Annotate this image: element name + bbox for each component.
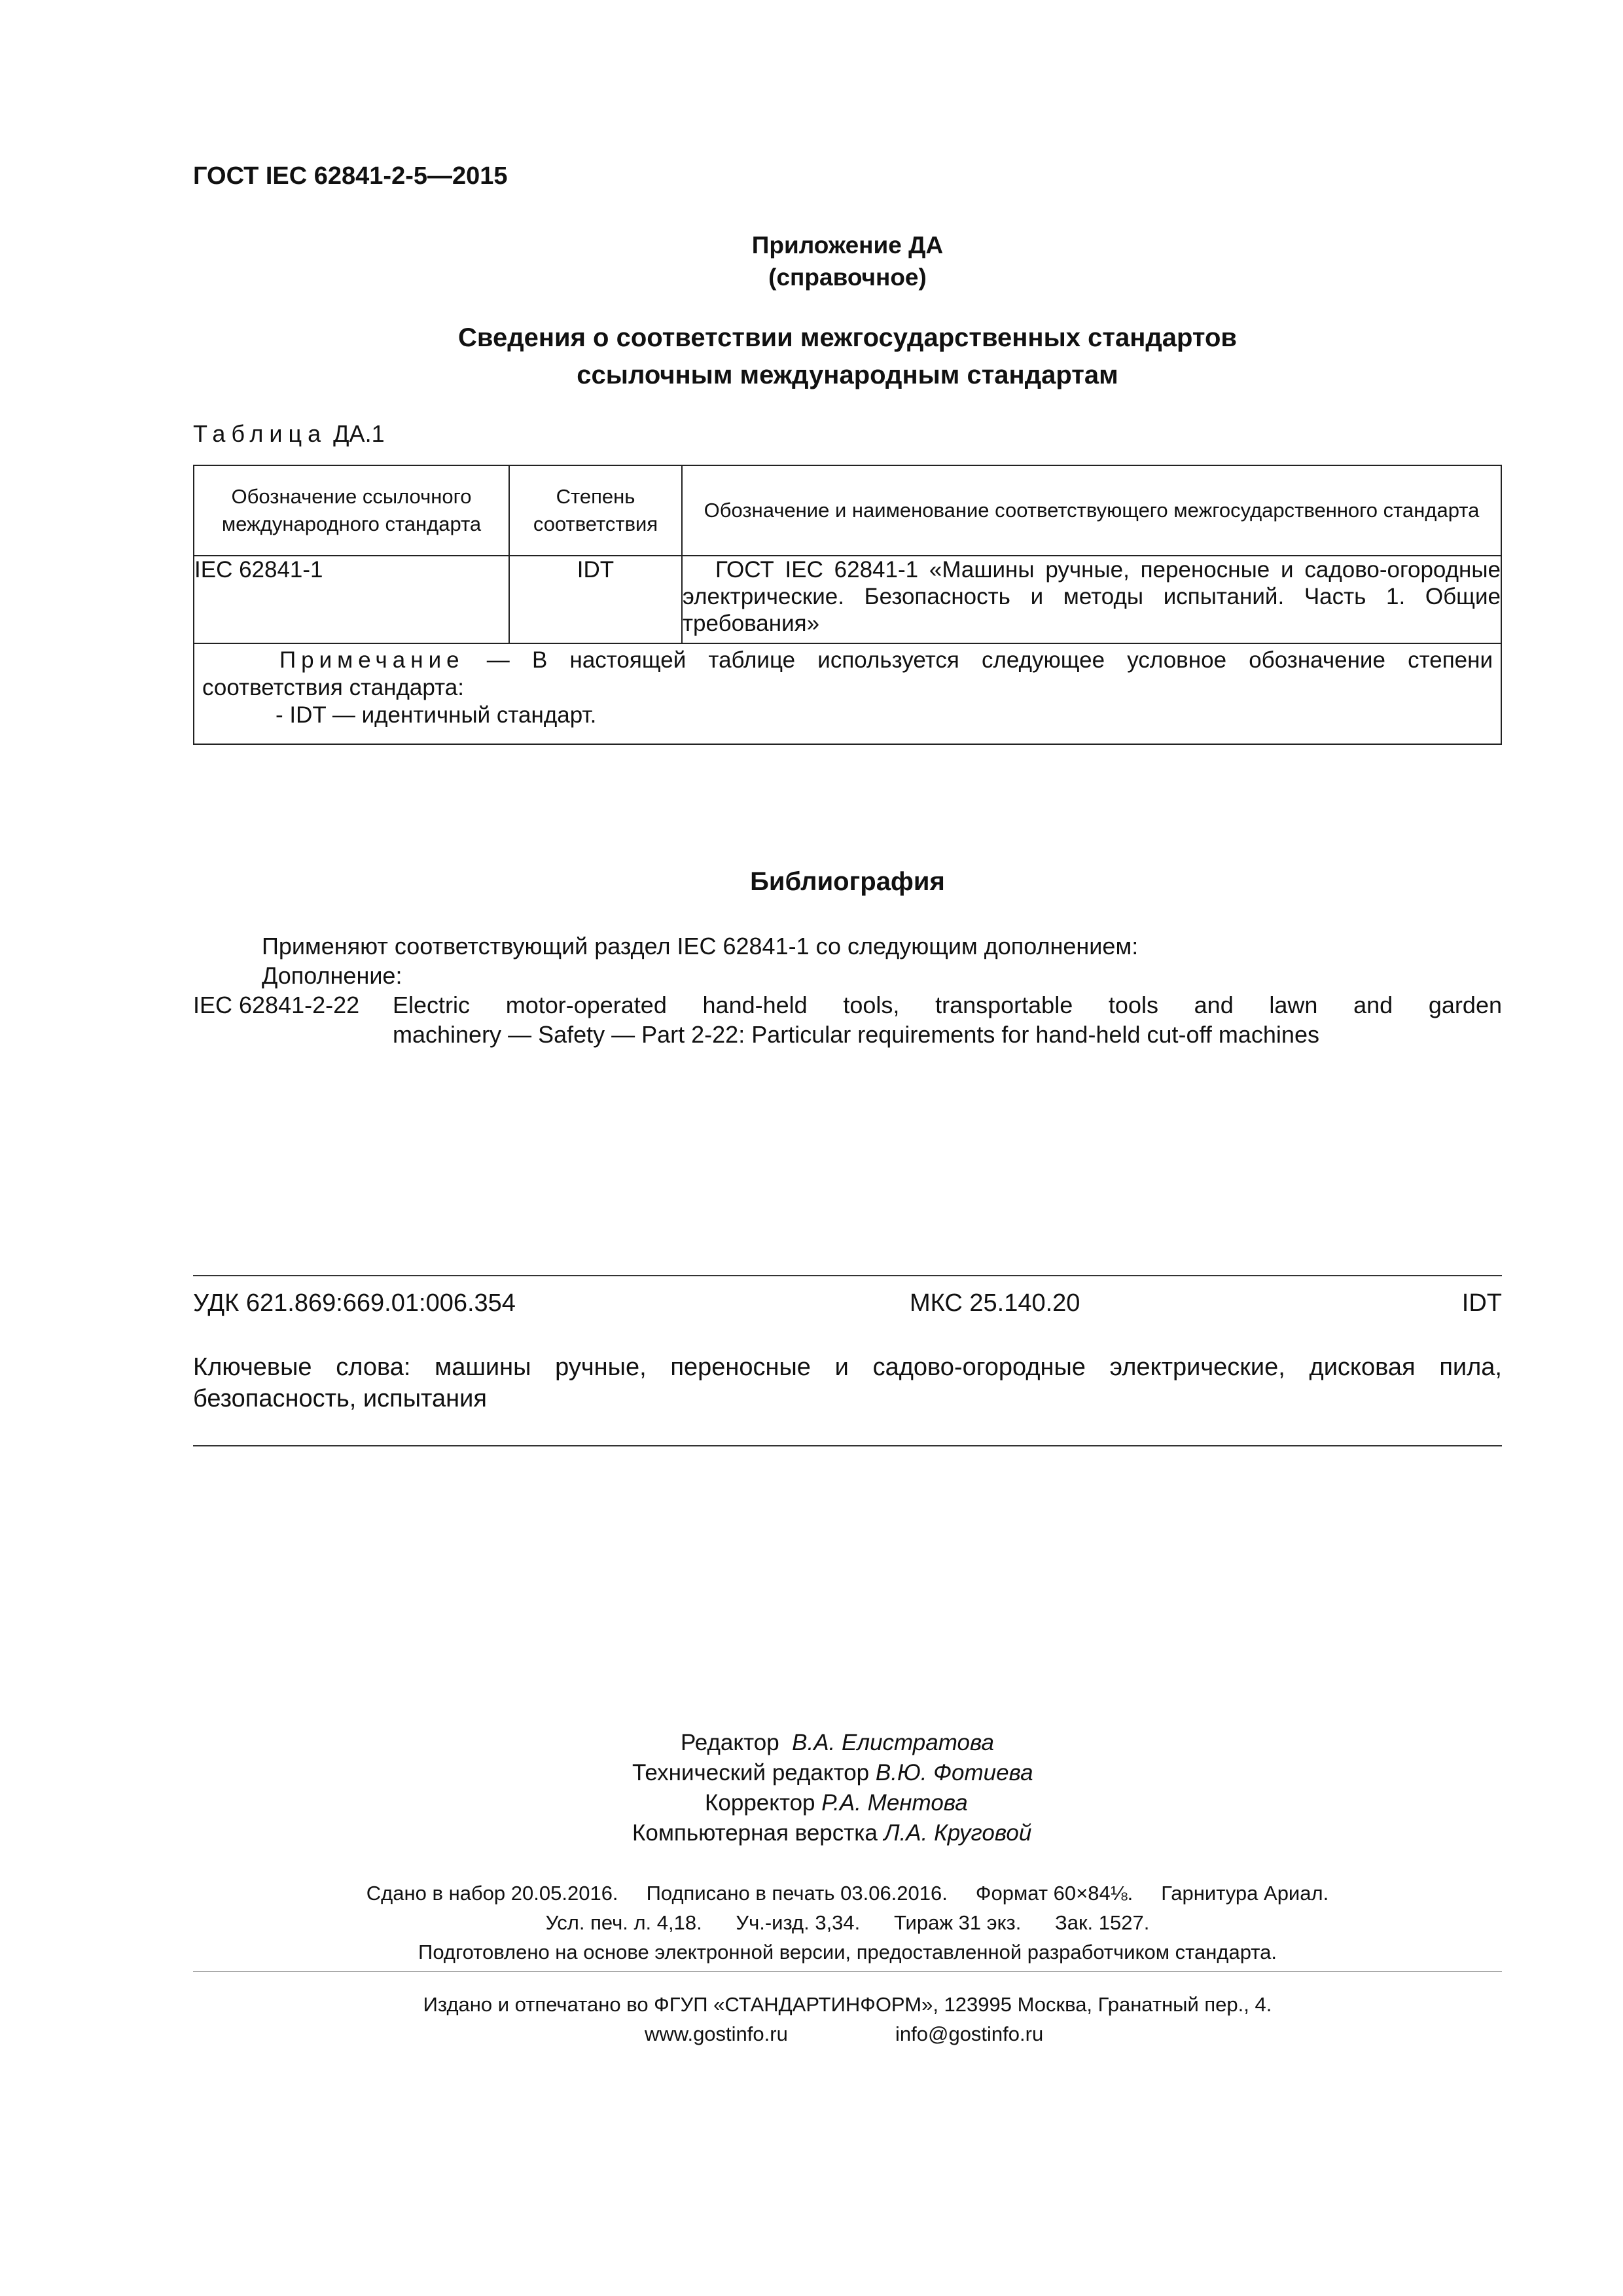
appendix-title: Приложение ДА — [751, 232, 944, 259]
credit-proofreader — [705, 1788, 968, 1818]
website-link[interactable]: www.gostinfo.ru — [645, 2022, 788, 2045]
credit-layout — [632, 1818, 1031, 1848]
cell-standard-name: ГОСТ IEC 62841-1 «Машины ручные, переносные и садово-огородные электрические. Безопасность и методы испытаний. Часть 1. Общие требования» — [682, 556, 1501, 643]
note-item: - IDT — идентичный стандарт. — [276, 702, 597, 728]
cell-standard-code: IEC 62841-1 — [194, 556, 509, 643]
table-note-row — [194, 643, 1501, 744]
credit-role: Компьютерная верстка — [632, 1820, 878, 1846]
appendix-heading — [0, 229, 1623, 293]
credit-role: Корректор — [705, 1790, 815, 1816]
bibliography-ref-text-line1: Electric motor-operated hand-held tools, transportable tools and lawn and garden — [393, 992, 1502, 1018]
degree-label: IDT — [1461, 1289, 1502, 1317]
cell-degree: IDT — [509, 556, 682, 643]
note-text: — В настоящей таблице используется следующее условное обозначение степени соответствия стандарта: — [202, 647, 1493, 700]
section-title — [0, 319, 1623, 394]
bibliography-addition-label: Дополнение: — [262, 962, 402, 989]
bibliography-title: Библиография — [750, 867, 945, 896]
credit-role: Редактор — [681, 1730, 779, 1755]
table-caption — [193, 420, 385, 448]
document-number: ГОСТ IEC 62841-2-5—2015 — [193, 162, 508, 190]
credit-editor — [681, 1728, 994, 1758]
header-international-standard: Обозначение ссылочного международного стандарта — [194, 465, 509, 556]
imprint-line3: Подготовлено на основе электронной версии, предоставленной разработчиком стандарта. — [418, 1941, 1277, 1964]
correspondence-table — [193, 465, 1502, 745]
table-header-row — [194, 465, 1501, 556]
table-caption-number: ДА.1 — [333, 420, 385, 447]
credit-tech-editor — [632, 1758, 1033, 1788]
credit-name: Л.А. Круговой — [883, 1820, 1032, 1846]
keywords: Ключевые слова: машины ручные, переносные и садово-огородные электрические, дисковая пила, безопасность, испытания — [193, 1354, 1502, 1412]
section-title-line2: ссылочным международным стандартам — [577, 361, 1118, 389]
header-degree: Степень соответствия — [509, 465, 682, 556]
credit-role: Технический редактор — [632, 1760, 870, 1785]
email-link[interactable]: info@gostinfo.ru — [895, 2022, 1044, 2045]
divider-keywords — [193, 1445, 1502, 1446]
bibliography-ref-text-line2: machinery — Safety — Part 2-22: Particular requirements for hand-held cut-off machines — [393, 1021, 1319, 1048]
bibliography-ref-code: IEC 62841-2-22 — [193, 992, 360, 1018]
publisher-line: Издано и отпечатано во ФГУП «СТАНДАРТИНФОРМ», 123995 Москва, Гранатный пер., 4. — [423, 1993, 1272, 2016]
divider-imprint — [193, 1971, 1502, 1972]
credit-name: В.А. Елистратова — [792, 1730, 994, 1755]
appendix-subtitle: (справочное) — [768, 264, 927, 291]
table-row — [194, 556, 1501, 643]
bibliography-intro: Применяют соответствующий раздел IEC 62841-1 со следующим дополнением: — [262, 933, 1139, 960]
section-title-line1: Сведения о соответствии межгосударственных стандартов — [458, 323, 1237, 352]
table-note — [194, 643, 1501, 744]
note-lead — [202, 647, 1493, 702]
header-interstate-standard: Обозначение и наименование соответствующего межгосударственного стандарта — [682, 465, 1501, 556]
note-word: Примечание — [279, 647, 465, 673]
divider-top — [193, 1275, 1502, 1276]
mks-code: МКС 25.140.20 — [910, 1289, 1080, 1317]
table-caption-word: Таблица — [193, 420, 327, 447]
imprint-line2: Усл. печ. л. 4,18. Уч.-изд. 3,34. Тираж 31 экз. Зак. 1527. — [545, 1911, 1150, 1934]
imprint-line1: Сдано в набор 20.05.2016. Подписано в печать 03.06.2016. Формат 60×84⅛. Гарнитура Ариал. — [366, 1882, 1329, 1905]
credit-name: Р.А. Ментова — [821, 1790, 968, 1816]
credit-name: В.Ю. Фотиева — [875, 1760, 1033, 1785]
udk-code: УДК 621.869:669.01:006.354 — [193, 1289, 516, 1317]
